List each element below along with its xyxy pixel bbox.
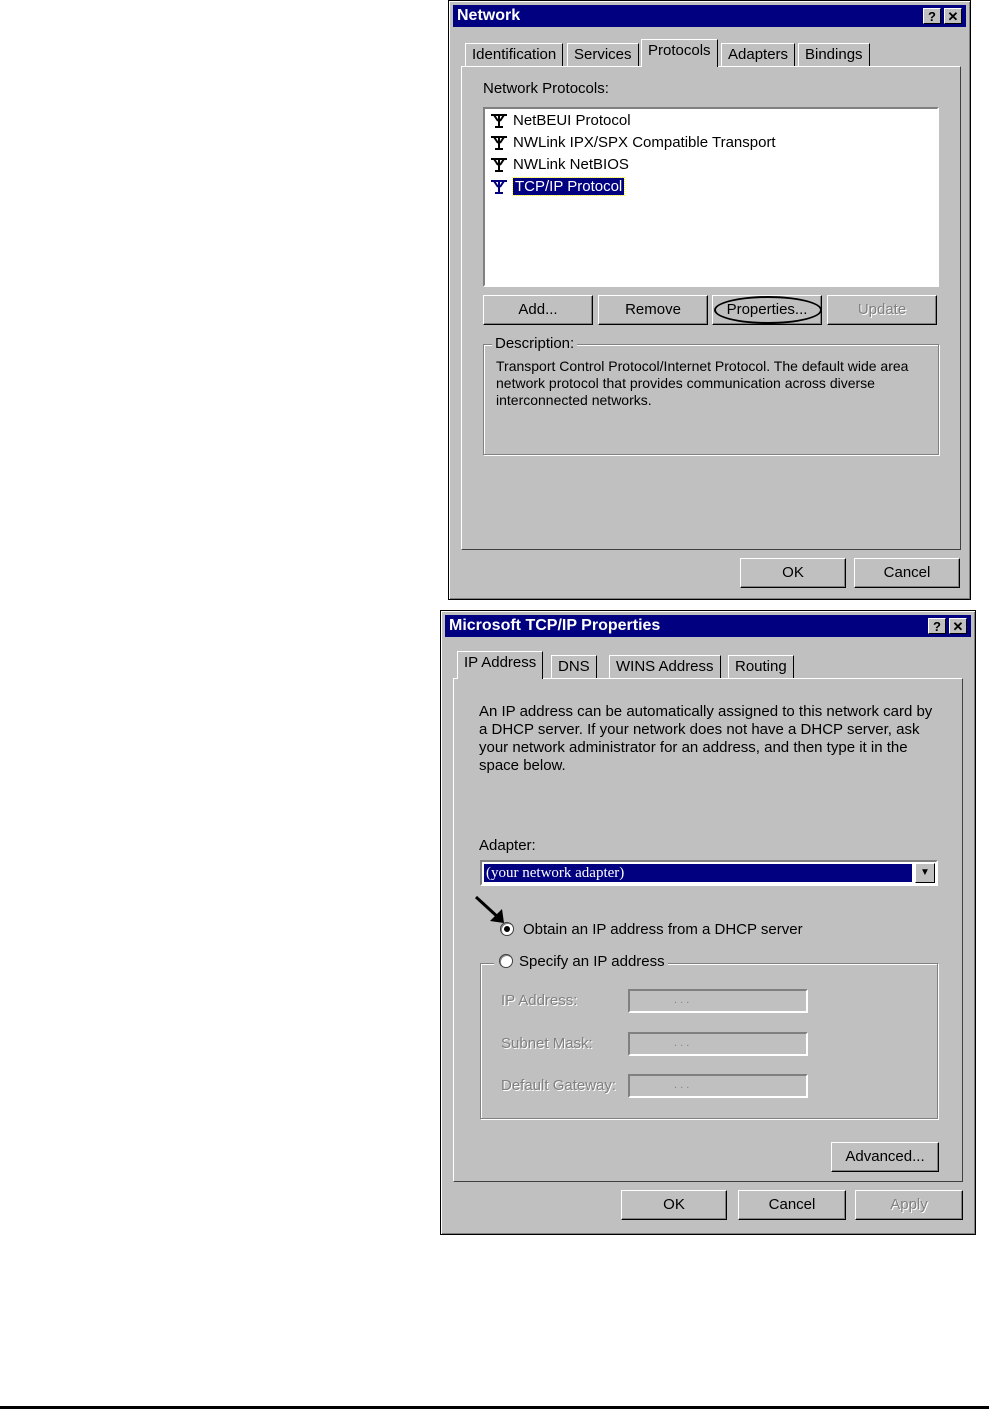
help-button[interactable]: ? [923, 8, 941, 24]
intro-text: An IP address can be automatically assigned to this network card by a DHCP server. If your network does not have a DHCP server, ask your network administrator for an address, and then type it in the space below. [479, 703, 933, 774]
specify-ip-group [480, 963, 938, 1119]
apply-button[interactable]: Apply [855, 1190, 963, 1220]
close-button[interactable]: ✕ [949, 618, 967, 634]
ok-button[interactable]: OK [740, 558, 846, 588]
chevron-down-icon[interactable]: ▼ [915, 863, 935, 883]
tab-adapters[interactable]: Adapters [721, 43, 795, 67]
network-dialog [448, 0, 971, 600]
close-button[interactable]: ✕ [944, 8, 962, 24]
update-button[interactable]: Update [827, 295, 937, 325]
advanced-button[interactable]: Advanced... [831, 1142, 939, 1172]
adapter-value: (your network adapter) [484, 864, 912, 882]
tab-protocols[interactable]: Protocols [641, 39, 718, 67]
dhcp-radio[interactable] [500, 922, 514, 936]
ip-address-label: IP Address: [501, 992, 578, 1009]
remove-button[interactable]: Remove [598, 295, 708, 325]
dhcp-radio-label[interactable]: Obtain an IP address from a DHCP server [523, 921, 803, 938]
highlight-ellipse [714, 296, 822, 324]
tab-wins-address[interactable]: WINS Address [609, 655, 721, 679]
description-legend: Description: [492, 335, 577, 352]
adapter-select[interactable] [480, 860, 938, 886]
ok-button[interactable]: OK [621, 1190, 727, 1220]
help-button[interactable]: ? [928, 618, 946, 634]
page-footer-rule [0, 1406, 989, 1409]
ip-address-field[interactable]: . . . [628, 989, 808, 1013]
default-gateway-field[interactable]: . . . [628, 1074, 808, 1098]
protocols-list[interactable] [483, 107, 939, 287]
list-item[interactable]: NWLink NetBIOS [489, 155, 629, 175]
network-protocol-icon [489, 113, 509, 129]
network-protocol-icon [489, 135, 509, 151]
description-text: Transport Control Protocol/Internet Protocol. The default wide area network protocol that provides communication across diverse interconnected networks. [496, 358, 909, 408]
protocols-panel [461, 66, 961, 550]
subnet-mask-label: Subnet Mask: [501, 1035, 593, 1052]
list-item-selected[interactable]: TCP/IP Protocol [489, 177, 624, 197]
ip-address-panel [453, 678, 963, 1182]
adapter-label: Adapter: [479, 837, 536, 854]
network-title: Network [457, 7, 521, 24]
tab-bindings[interactable]: Bindings [798, 43, 870, 67]
list-item[interactable]: NetBEUI Protocol [489, 111, 631, 131]
cancel-button[interactable]: Cancel [854, 558, 960, 588]
network-protocols-label: Network Protocols: [483, 80, 609, 97]
tab-identification[interactable]: Identification [465, 43, 563, 67]
add-button[interactable]: Add... [483, 295, 593, 325]
specify-ip-legend [494, 953, 668, 970]
tab-dns[interactable]: DNS [551, 655, 597, 679]
cancel-button[interactable]: Cancel [738, 1190, 846, 1220]
tcpip-titlebar[interactable] [445, 615, 971, 637]
specify-ip-radio[interactable] [499, 954, 513, 968]
radio-dot [504, 926, 510, 932]
subnet-mask-field[interactable]: . . . [628, 1032, 808, 1056]
specify-ip-label[interactable]: Specify an IP address [519, 953, 665, 970]
tcpip-title: Microsoft TCP/IP Properties [449, 617, 661, 634]
tab-ip-address[interactable]: IP Address [457, 651, 543, 679]
network-titlebar[interactable] [453, 5, 966, 27]
tab-routing[interactable]: Routing [728, 655, 794, 679]
tcpip-dialog [440, 610, 976, 1235]
arrow-pointer-icon [474, 895, 508, 925]
properties-button[interactable]: Properties... [712, 295, 822, 325]
network-protocol-icon [489, 157, 509, 173]
description-group [483, 344, 939, 455]
default-gateway-label: Default Gateway: [501, 1077, 617, 1094]
network-protocol-icon [489, 179, 509, 195]
list-item[interactable]: NWLink IPX/SPX Compatible Transport [489, 133, 776, 153]
tab-services[interactable]: Services [567, 43, 639, 67]
